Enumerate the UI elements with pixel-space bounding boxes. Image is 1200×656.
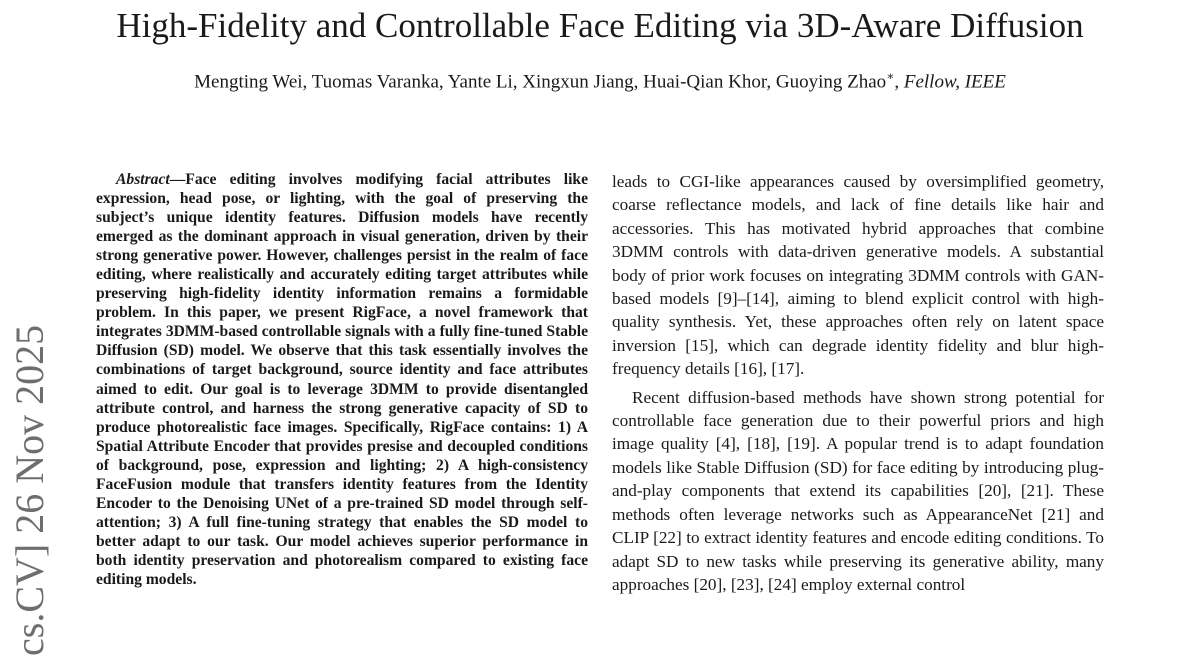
abstract-heading: Abstract [116, 171, 170, 188]
paper-title: High-Fidelity and Controllable Face Editing via 3D-Aware Diffusion [116, 6, 1084, 45]
abstract-dash: — [169, 171, 186, 188]
fellow-title: Fellow, IEEE [903, 71, 1006, 93]
author-separator: , [894, 71, 900, 93]
body-column [612, 170, 1104, 648]
body-paragraph-1: leads to CGI-like appearances caused by oversimplified geometry, coarse reflectance models, and lack of fine details like hair and accessories. This has motivated hybrid approaches that combine 3DMM controls with data-driven generative models. A substantial body of prior work focuses on integrating 3DMM controls with GAN-based models [9]–[14], aiming to blend explicit control with high-quality synthesis. Yet, these approaches often rely on latent space inversion [15], which can degrade identity fidelity and blur high-frequency details [16], [17]. [612, 172, 1104, 379]
body-paragraph-2: Recent diffusion-based methods have shown strong potential for controllable face generation due to their powerful priors and high image quality [4], [18], [19]. A popular trend is to adapt foundation models like Stable Diffusion (SD) for face editing by introducing plug-and-play components that extend its capabilities [20], [21]. These methods often leverage networks such as AppearanceNet [21] and CLIP [22] to extract identity features and encode editing conditions. To adapt SD to new tasks while preserving its generative ability, many approaches [20], [23], [24] employ external control [612, 387, 1104, 594]
author-names: Mengting Wei, Tuomas Varanka, Yante Li, Xingxun Jiang, Huai-Qian Khor, Guoying Zhao [194, 71, 887, 93]
abstract-text: Face editing involves modifying facial attributes like expression, head pose, or lighting, with the goal of preserving the subject’s unique identity features. Diffusion models have recently emerged as the dominant approach in visual generation, driven by their strong generative power. However, challenges persist in the realm of face editing, where realistically and accurately editing target attributes while preserving high-fidelity identity information remains a formidable problem. In this paper, we present RigFace, a novel framework that integrates 3DMM-based controllable signals with a fully fine-tuned Stable Diffusion (SD) model. We observe that this task essentially involves the combinations of target background, source identity and face attributes aimed to edit. Our goal is to leverage 3DMM to provide disentangled attribute control, and harness the strong generative capacity of SD to produce photorealistic face images. Specifically, RigFace contains: 1) A Spatial Attribute Encoder that provides presise and decoupled conditions of background, pose, expression and lighting; 2) A high-consistency FaceFusion module that transfers identity features from the Identity Encoder to the Denoising UNet of a pre-trained SD model through self-attention; 3) A full fine-tuning strategy that enables the SD model to better adapt to our task. Our model achieves superior performance in both identity preservation and photorealism compared to existing face editing models. [96, 171, 588, 588]
abstract-column [96, 170, 588, 648]
arxiv-side-stamp: cs.CV] 26 Nov 2025 [7, 324, 52, 656]
corresponding-author-mark: ∗ [886, 69, 895, 83]
author-list [0, 64, 1200, 94]
